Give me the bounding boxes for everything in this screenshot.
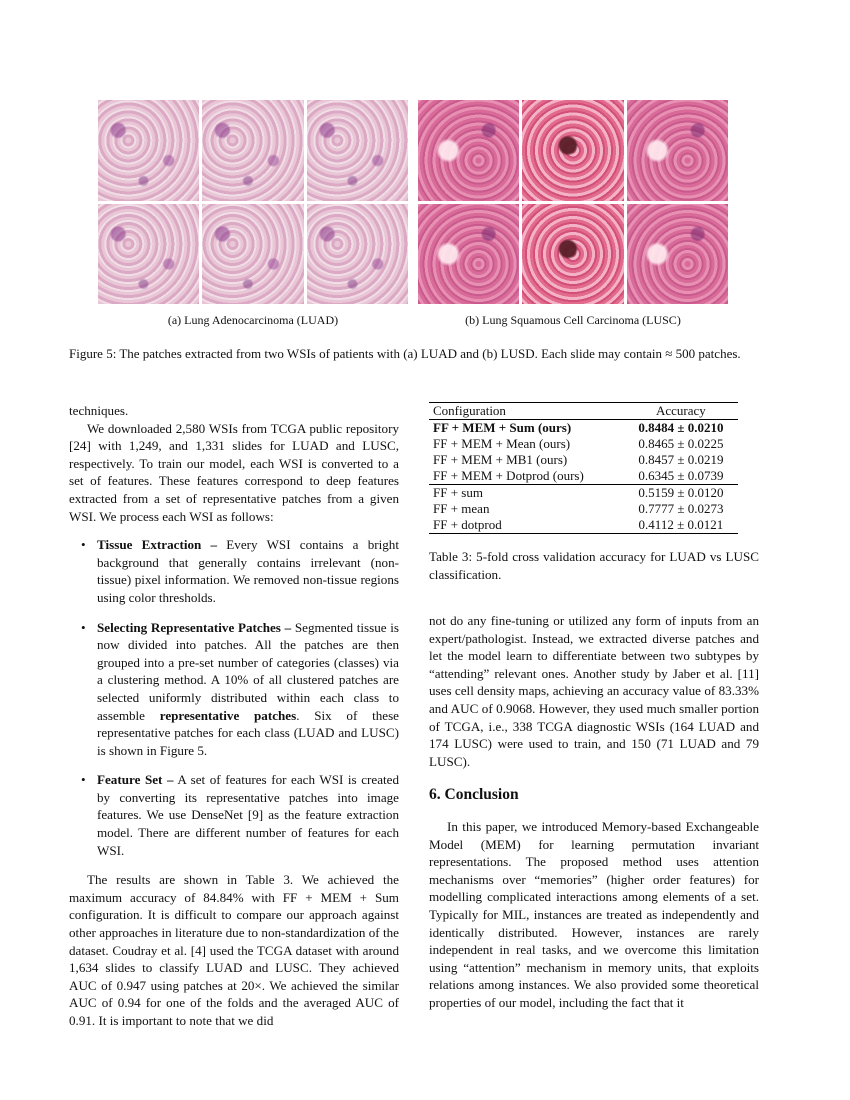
table-cell: 0.8457 ± 0.0219 xyxy=(638,452,724,467)
process-list xyxy=(69,536,399,859)
results-table xyxy=(429,402,738,534)
list-item-text: A set of features for each WSI is created by converting its representative patches into image features. We use DenseNet [9] as the feature extraction model. There are different number of features for each WSI. xyxy=(97,772,399,858)
table-caption: Table 3: 5-fold cross validation accuracy for LUAD vs LUSC classification. xyxy=(429,549,759,582)
luad-patch-image xyxy=(98,204,199,305)
table-row xyxy=(429,452,738,468)
table-row xyxy=(429,501,738,517)
paragraph: In this paper, we introduced Memory-based Exchangeable Model (MEM) for learning permutation invariant representations. The proposed method uses attention mechanisms over “memories” (higher order features) for modelling complicated interactions among elements of a set. Typically for MIL, instances are treated as independently and identically distributed. However, instances are rarely independent in real tasks, and we overcome this limitation using “attention” mechanism in memory units, that exploits relations among instances. We also provided some theoretical properties of our model, including the fact that it xyxy=(429,818,759,1010)
table-cell: FF + MEM + Dotprod (ours) xyxy=(433,468,584,483)
table-cell: 0.8484 ± 0.0210 xyxy=(638,420,724,435)
table-row xyxy=(429,485,738,502)
left-column xyxy=(69,402,399,1030)
luad-patch-image xyxy=(202,204,303,305)
table-cell: FF + dotprod xyxy=(429,517,624,534)
lusc-patch-image xyxy=(418,100,519,201)
table-cell: FF + mean xyxy=(433,501,490,516)
lusc-patch-image xyxy=(522,100,623,201)
list-item-emphasis: representative patches xyxy=(159,707,297,723)
lusc-patch-image xyxy=(418,204,519,305)
lusc-patch-grid xyxy=(418,100,728,304)
paragraph: We downloaded 2,580 WSIs from TCGA public repository [24] with 1,249, and 1,331 slides for LUAD and LUSC, respectively. To train our model, each WSI is converted to a set of features. These features correspond to deep features extracted from a set of representative patches from a given WSI. We process each WSI as follows: xyxy=(69,420,399,524)
list-item-text: Every WSI contains a bright background that generally contains irrelevant (non-tissue) pixel information. We removed non-tissue regions using color thresholds. xyxy=(97,537,399,605)
lusc-patch-image xyxy=(627,204,728,305)
table-cell: FF + MEM + Sum (ours) xyxy=(433,420,572,435)
list-item xyxy=(69,536,399,606)
table-header-cell: Configuration xyxy=(429,403,624,420)
list-item xyxy=(69,619,399,760)
table-cell: 0.4112 ± 0.0121 xyxy=(624,517,738,534)
list-item xyxy=(69,771,399,859)
subfigure-caption-b: (b) Lung Squamous Cell Carcinoma (LUSC) xyxy=(465,313,681,327)
paragraph: not do any fine-tuning or utilized any form of inputs from an expert/pathologist. Instead, we extracted diverse patches and let the model learn to differentiate between two subtypes by “attending” relevant ones. Another study by Jaber et al. [11] uses cell density maps, achieving an accuracy value of 83.33% and AUC of 0.9068. However, they used much smaller portion of TCGA, i.e., 338 TCGA diagnostic WSIs (164 LUAD and 174 LUSC) were used to train, and 150 (71 LUAD and 79 LUSC). xyxy=(429,613,759,769)
figure-caption: Figure 5: The patches extracted from two WSIs of patients with (a) LUAD and (b) LUSD. Each slide may contain ≈ 500 patches. xyxy=(69,346,741,361)
luad-patch-image xyxy=(202,100,303,201)
table-cell: 0.7777 ± 0.0273 xyxy=(638,501,724,516)
results-table-wrap xyxy=(429,402,738,534)
table-row xyxy=(429,420,738,437)
paragraph: The results are shown in Table 3. We achieved the maximum accuracy of 84.84% with FF + MEM + Sum configuration. It is difficult to compare our approach against other approaches in literature due to non-standardization of the dataset. Coudray et al. [4] used the TCGA dataset with around 1,634 slides to classify LUAD and LUSC. They achieved AUC of 0.947 using patches at 20×. We achieved the similar AUC of 0.94 for one of the folds and the averaged AUC of 0.91. It is important to note that we did xyxy=(69,872,399,1028)
table-row xyxy=(429,517,738,534)
luad-patch-image xyxy=(307,100,408,201)
table-row xyxy=(429,468,738,485)
table-cell: 0.5159 ± 0.0120 xyxy=(624,485,738,502)
list-item-title: Tissue Extraction – xyxy=(97,537,218,553)
table-cell: FF + MEM + MB1 (ours) xyxy=(433,452,568,467)
table-cell: FF + sum xyxy=(429,485,624,502)
luad-patch-image xyxy=(307,204,408,305)
table-cell: FF + MEM + Mean (ours) xyxy=(433,436,571,451)
table-header-cell: Accuracy xyxy=(624,403,738,420)
table-cell: 0.8465 ± 0.0225 xyxy=(638,436,724,451)
subfigure-caption-a: (a) Lung Adenocarcinoma (LUAD) xyxy=(167,313,339,327)
table-header-row xyxy=(429,403,738,420)
lusc-patch-image xyxy=(522,204,623,305)
list-item-title: Selecting Representative Patches – xyxy=(97,619,292,635)
list-item-text: . Six of these representative patches for each class (LUAD and LUSC) is shown in Figure 5. xyxy=(97,707,399,758)
section-heading: 6. Conclusion xyxy=(429,786,519,804)
list-item-text: Segmented tissue is now divided into patches. All the patches are then grouped into a pre-set number of categories (classes) via a clustering method. A 10% of all clustered patches are selected uniformly distributed within each class to assemble xyxy=(97,619,399,723)
lusc-patch-image xyxy=(627,100,728,201)
right-column xyxy=(429,612,759,1011)
table-row xyxy=(429,436,738,452)
luad-patch-image xyxy=(98,100,199,201)
paragraph: techniques. xyxy=(69,403,129,418)
luad-patch-grid xyxy=(98,100,408,304)
list-item-title: Feature Set – xyxy=(97,772,174,788)
table-cell: 0.6345 ± 0.0739 xyxy=(638,468,724,483)
